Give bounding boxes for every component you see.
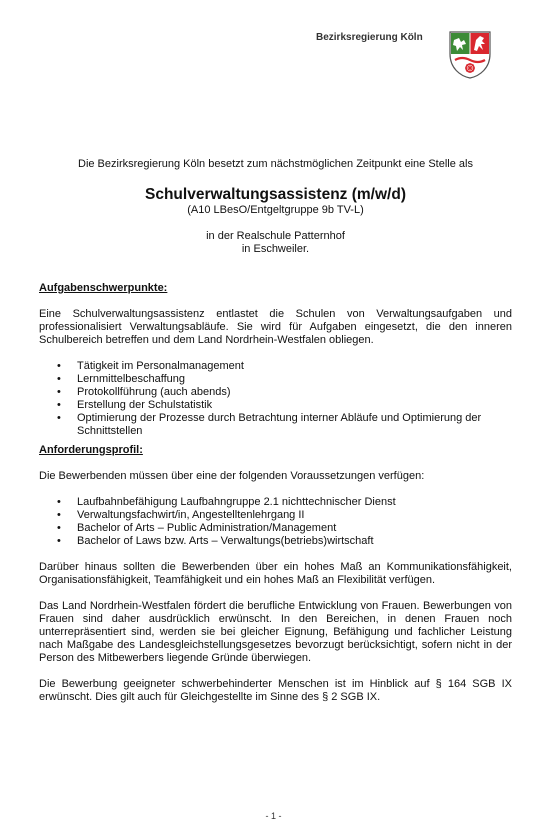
list-item: • Lernmittelbeschaffung xyxy=(39,373,512,386)
job-title: Schulverwaltungsassistenz (m/w/d) xyxy=(145,186,406,203)
page-number: - 1 - xyxy=(265,811,282,821)
location-school: in der Realschule Patternhof xyxy=(206,230,345,242)
location-city: in Eschweiler. xyxy=(241,243,310,255)
job-posting xyxy=(39,158,512,704)
intro-text: Die Bezirksregierung Köln besetzt zum nächstmöglichen Zeitpunkt eine Stelle als xyxy=(78,158,473,170)
disability-statement: Die Bewerbung geeigneter schwerbehinderter Menschen ist im Hinblick auf § 164 SGB IX erwünscht. Dies gilt auch für Gleichgestellte im Sinne des § 2 SGB IX. xyxy=(39,678,512,703)
nrw-coat-of-arms-icon xyxy=(448,30,492,80)
tasks-list xyxy=(39,360,512,438)
list-item: • Verwaltungsfachwirt/in, Angestelltenlehrgang II xyxy=(39,509,512,522)
equality-statement: Das Land Nordrhein-Westfalen fördert die berufliche Entwicklung von Frauen. Bewerbungen von Frauen sind daher ausdrücklich erwünscht. In den Bereichen, in denen Frauen noch unterrepräsentiert sind, werden sie bei gleicher Eignung, Befähigung und fachlicher Leistung nach Maßgabe des Landesgleichstellungsgesetzes bevorzugt berücksichtigt, sofern nicht in der Person des Mitbewerbers liegende Gründe überwiegen. xyxy=(39,600,512,664)
list-item: • Laufbahnbefähigung Laufbahngruppe 2.1 nichttechnischer Dienst xyxy=(39,496,512,509)
list-item: • Erstellung der Schulstatistik xyxy=(39,399,512,412)
list-item: • Protokollführung (auch abends) xyxy=(39,386,512,399)
list-item: • Tätigkeit im Personalmanagement xyxy=(39,360,512,373)
pay-grade: (A10 LBesO/Entgeltgruppe 9b TV-L) xyxy=(187,204,364,216)
list-item: • Bachelor of Laws bzw. Arts – Verwaltungs(betriebs)wirtschaft xyxy=(39,535,512,548)
requirements-intro: Die Bewerbenden müssen über eine der folgenden Voraussetzungen verfügen: xyxy=(39,470,425,482)
tasks-description: Eine Schulverwaltungsassistenz entlastet die Schulen von Verwaltungsaufgaben und professionalisiert Verwaltungsabläufe. Sie wird für Aufgaben eingesetzt, die den inneren Schulbereich betreffen und dem Land Nordrhein-Westfalen obliegen. xyxy=(39,308,512,346)
org-name: Bezirksregierung Köln xyxy=(316,32,423,43)
tasks-heading: Aufgabenschwerpunkte: xyxy=(39,282,168,294)
requirements-list xyxy=(39,496,512,548)
requirements-heading: Anforderungsprofil: xyxy=(39,444,143,456)
list-item: • Bachelor of Arts – Public Administration/Management xyxy=(39,522,512,535)
requirements-additional: Darüber hinaus sollten die Bewerbenden über ein hohes Maß an Kommunikationsfähigkeit, Organisationsfähigkeit, Teamfähigkeit und ein hohes Maß an Flexibilität verfügen. xyxy=(39,561,512,586)
list-item: • Optimierung der Prozesse durch Betrachtung interner Abläufe und Optimierung der Schnittstellen xyxy=(39,412,512,438)
